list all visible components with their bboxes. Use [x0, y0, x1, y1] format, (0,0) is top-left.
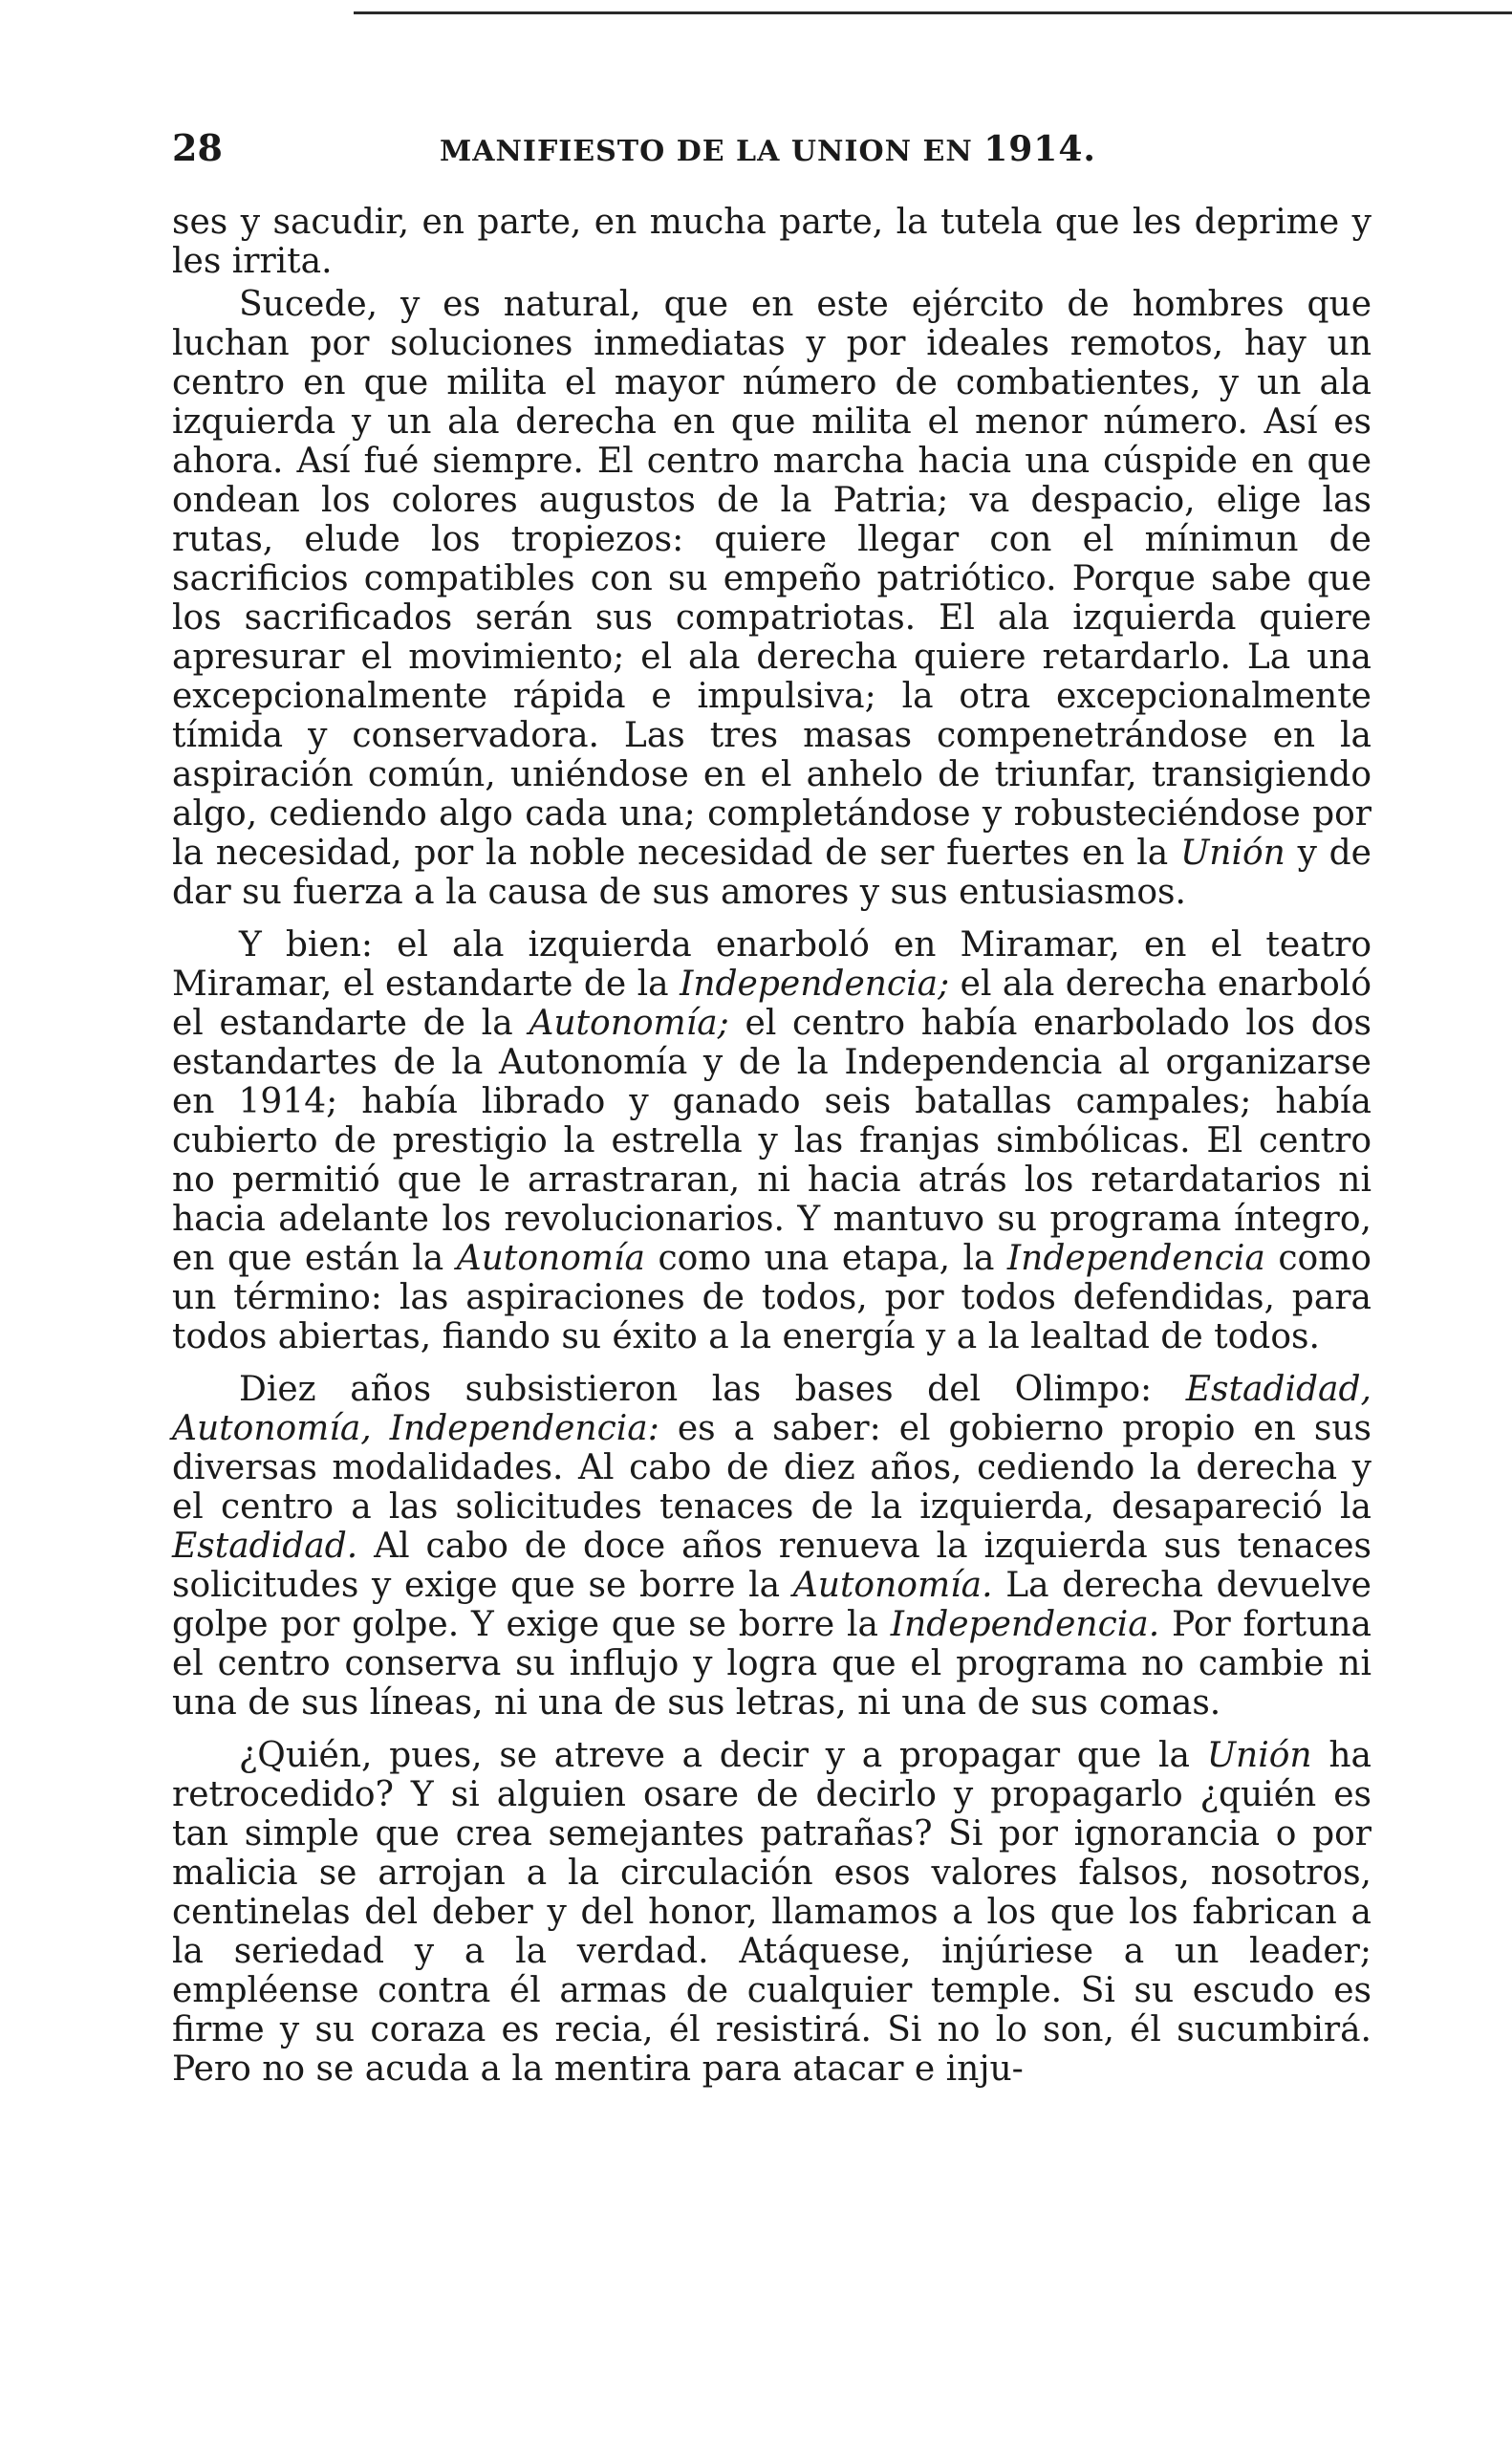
paragraph-3-independencia-2: Independencia — [1006, 1239, 1265, 1278]
paragraph-4-autonomia: Autonomía. — [792, 1566, 993, 1605]
paragraph-3-autonomia-2: Autonomía — [456, 1239, 645, 1278]
paragraph-5-part-a: ¿Quién, pues, se atreve a decir y a propagar que la — [239, 1736, 1190, 1775]
paragraph-3-part-c: el centro había enarbolado los dos estandartes de la Autonomía y de la Independencia al organizarse en 1914; había librado y ganado seis batallas campales; había cubierto de prestigio la estrella y las franjas simbólicas. El centro no permitió que le arrastraran, ni hacia atrás los retardatarios ni hacia adelante los revolucionarios. Y mantuvo su programa íntegro, en que están la — [172, 1004, 1372, 1278]
paragraph-5 — [172, 1736, 1372, 2089]
paragraph-2 — [172, 285, 1372, 912]
running-title-year: 1914. — [983, 129, 1096, 169]
body-text — [172, 203, 1372, 2089]
paragraph-2-union: Unión — [1179, 834, 1285, 873]
paragraph-4-part-c: Al cabo de doce años renueva la izquierda sus tenaces solicitudes y exige que se borre la — [172, 1527, 1372, 1605]
paragraph-4-estadidad: Estadidad, Autonomía, Independencia: — [172, 1370, 1372, 1448]
paragraph-3-part-b: el ala derecha enarboló el estandarte de la — [172, 965, 1372, 1043]
paragraph-3-part-d: como una etapa, la — [658, 1239, 995, 1278]
paragraph-1 — [172, 203, 1372, 281]
paragraph-4-part-a: Diez años subsistieron las bases del Olimpo: — [239, 1370, 1153, 1409]
paragraph-1-text: ses y sacudir, en parte, en mucha parte, la tutela que les deprime y les irrita. — [172, 203, 1372, 281]
paragraph-3-part-a: Y bien: el ala izquierda enarboló en Miramar, en el teatro Miramar, el estandarte de la — [172, 925, 1372, 1004]
running-title — [440, 129, 1096, 169]
paragraph-5-union: Unión — [1206, 1736, 1312, 1775]
paragraph-4-estadidad-2: Estadidad. — [172, 1527, 358, 1566]
paragraph-4-part-e: Por fortuna el centro conserva su influjo y logra que el programa no cambie ni una de sus líneas, ni una de sus letras, ni una de sus comas. — [172, 1605, 1372, 1723]
paragraph-4-independencia: Independencia. — [890, 1605, 1160, 1644]
paragraph-2-part-b: y de dar su fuerza a la causa de sus amores y sus entusiasmos. — [172, 834, 1372, 912]
paragraph-4-part-b: es a saber: el gobierno propio en sus diversas modalidades. Al cabo de diez años, cediendo la derecha y el centro a las solicitudes tenaces de la izquierda, desapareció la — [172, 1409, 1372, 1527]
paragraph-5-part-b: ha retrocedido? Y si alguien osare de decirlo y propagarlo ¿quién es tan simple que crea semejantes patrañas? Si por ignorancia o por malicia se arrojan a la circulación esos valores falsos, nosotros, centinelas del deber y del honor, llamamos a los que los fabrican a la seriedad y a la verdad. Atáquese, injúriese a un leader; empléense contra él armas de cualquier temple. Si su escudo es firme y su coraza es recia, él resistirá. Si no lo son, él sucumbirá. Pero no se acuda a la mentira para atacar e inju- — [172, 1736, 1372, 2089]
top-edge-rule — [354, 11, 1512, 14]
running-header — [172, 126, 1372, 174]
page-number: 28 — [172, 126, 223, 169]
paragraph-4-part-d: La derecha devuelve golpe por golpe. Y exige que se borre la — [172, 1566, 1372, 1644]
paragraph-3 — [172, 925, 1372, 1356]
paragraph-3-independencia: Independencia; — [680, 965, 950, 1004]
paragraph-3-autonomia: Autonomía; — [529, 1004, 729, 1043]
paragraph-2-part-a: Sucede, y es natural, que en este ejército de hombres que luchan por soluciones inmediatas y por ideales remotos, hay un centro en que milita el mayor número de combatientes, y un ala izquierda y un ala derecha en que milita el menor número. Así es ahora. Así fué siempre. El centro marcha hacia una cúspide en que ondean los colores augustos de la Patria; va despacio, elige las rutas, elude los tropiezos: quiere llegar con el mínimun de sacrificios compatibles con su empeño patriótico. Porque sabe que los sacrificados serán sus compatriotas. El ala izquierda quiere apresurar el movimiento; el ala derecha quiere retardarlo. La una excepcionalmente rápida e impulsiva; la otra excepcionalmente tímida y conservadora. Las tres masas compenetrándose en la aspiración común, uniéndose en el anhelo de triunfar, transigiendo algo, cediendo algo cada una; completándose y robusteciéndose por la necesidad, por la noble necesidad de ser fuertes en la — [172, 285, 1372, 873]
paragraph-4 — [172, 1370, 1372, 1723]
running-title-text: MANIFIESTO DE LA UNION EN — [440, 135, 973, 168]
paragraph-3-part-e: como un término: las aspiraciones de todos, por todos defendidas, para todos abiertas, fiando su éxito a la energía y a la lealtad de todos. — [172, 1239, 1372, 1356]
